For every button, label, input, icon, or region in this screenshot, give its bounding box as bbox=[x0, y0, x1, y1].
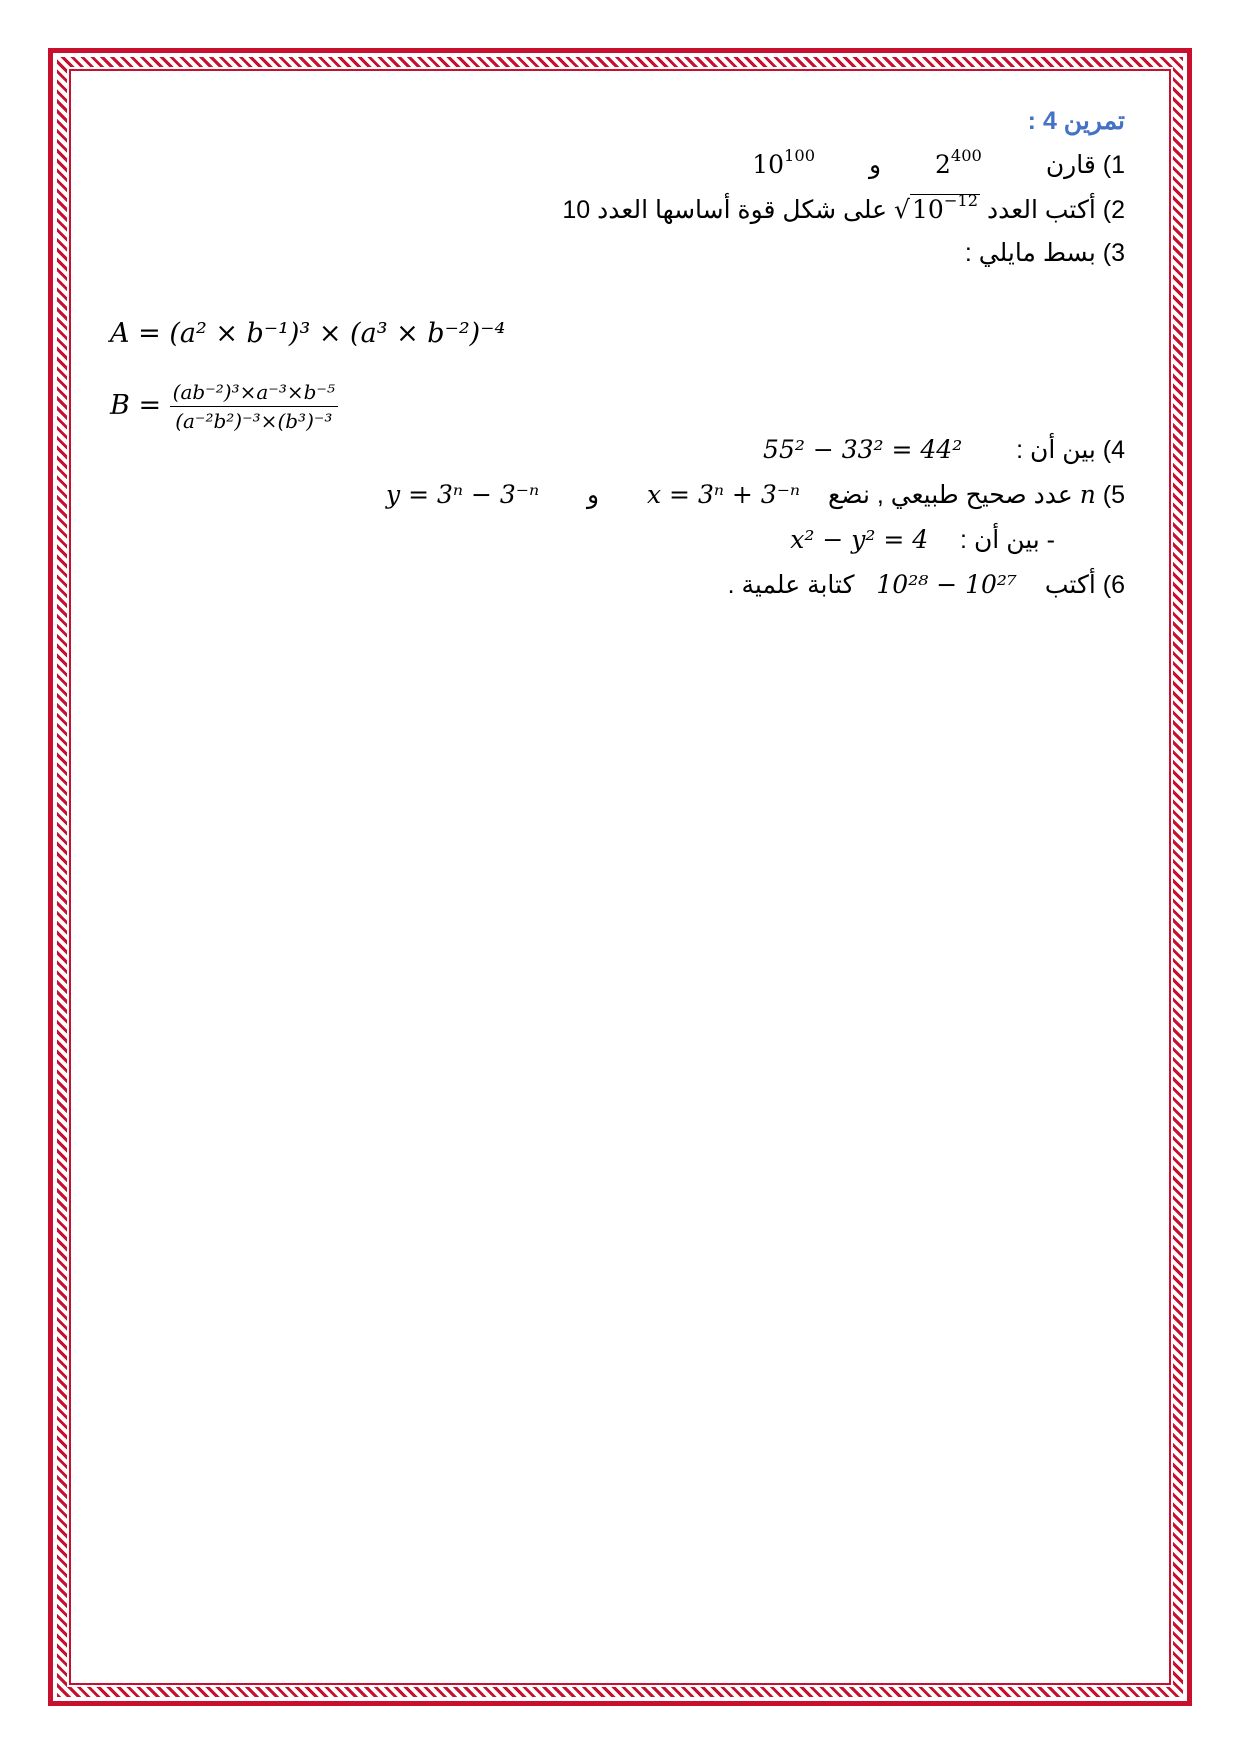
expression-a: A = (a² × b⁻¹)³ × (a³ × b⁻²)⁻⁴ bbox=[110, 318, 506, 349]
q1-label: 1) قارن bbox=[1045, 151, 1125, 179]
question-4 bbox=[763, 435, 1125, 465]
q4-equation: 55² − 33² = 44² bbox=[763, 435, 963, 464]
q6-expression: 10²⁸ − 10²⁷ bbox=[876, 570, 1017, 599]
exercise-title: تمرين 4 : bbox=[1027, 107, 1125, 135]
q5-conj: و bbox=[587, 481, 600, 509]
question-5 bbox=[386, 480, 1125, 510]
question-3 bbox=[965, 238, 1125, 268]
q3-label: 3) بسط مايلي : bbox=[964, 239, 1125, 267]
q1-conj: و bbox=[868, 151, 882, 179]
border-inner-line bbox=[69, 69, 1171, 1685]
q5-x-def: x = 3ⁿ + 3⁻ⁿ bbox=[647, 480, 801, 509]
q2-radical: $√10^{-12}$ bbox=[894, 190, 979, 224]
expr-b-name: B bbox=[110, 390, 130, 421]
q6-label: 6) أكتب bbox=[1044, 571, 1125, 599]
question-1 bbox=[752, 145, 1125, 180]
q5-label: 5) bbox=[1102, 481, 1125, 509]
expression-b: B = $\frac{\text{(ab⁻²)³×a⁻³×b⁻⁵}}{\text{(a⁻²b²)⁻³×(b³)⁻³}}$ bbox=[110, 380, 338, 433]
q5-y-def: y = 3ⁿ − 3⁻ⁿ bbox=[386, 480, 540, 509]
question-2 bbox=[562, 190, 1125, 225]
question-6 bbox=[728, 570, 1125, 600]
q1-b: $10^{100}$ bbox=[752, 145, 816, 179]
decorative-border bbox=[48, 48, 1192, 1706]
expr-b-numerator: (ab⁻²)³×a⁻³×b⁻⁵ bbox=[170, 380, 338, 407]
q5b-equation: x² − y² = 4 bbox=[790, 525, 929, 554]
q6-rest: كتابة علمية . bbox=[727, 571, 855, 599]
q2-label: 2) أكتب العدد bbox=[987, 196, 1125, 224]
expr-b-fraction bbox=[170, 380, 338, 433]
q1-a: $2^{400}$ bbox=[934, 145, 982, 179]
expr-b-denominator: (a⁻²b²)⁻³×(b³)⁻³ bbox=[175, 409, 333, 433]
expr-a-body: (a² × b⁻¹)³ × (a³ × b⁻²)⁻⁴ bbox=[169, 318, 506, 349]
q4-label: 4) بين أن : bbox=[1016, 436, 1125, 464]
q5-text: عدد صحيح طبيعي , نضع bbox=[827, 481, 1073, 509]
expr-a-name: A bbox=[110, 318, 130, 349]
question-5b bbox=[790, 525, 1055, 555]
q5-var: n bbox=[1079, 480, 1096, 509]
q2-rest: على شكل قوة أساسها العدد 10 bbox=[562, 196, 888, 224]
q5b-label: - بين أن : bbox=[960, 526, 1055, 554]
